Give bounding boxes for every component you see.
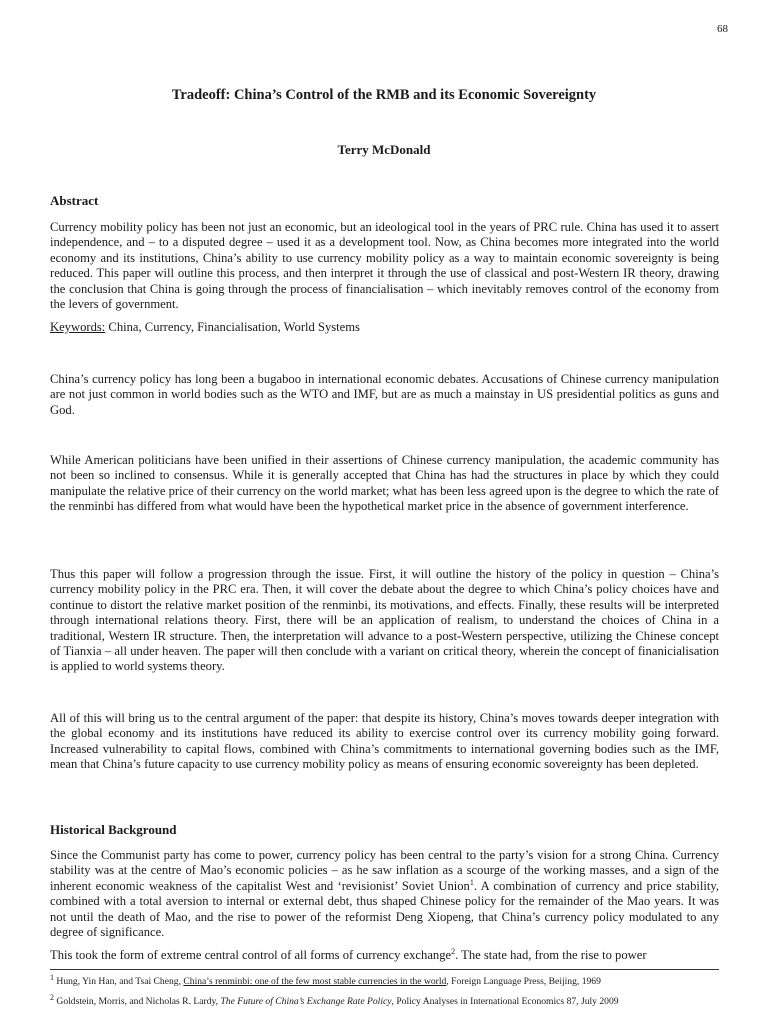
footnote-source-title: China’s renminbi: one of the few most stable currencies in the world [183,976,447,987]
footnote [50,972,719,988]
author-name: Terry McDonald [337,142,431,157]
footnote-text: , Foreign Language Press, Beijing, 1969 [446,976,601,987]
historical-text: . A combination of currency and price stability, combined with a total aversion to internal or external debt, thus shaped Chinese policy for the remainder of the Mao years. It was not until the death of Mao, and the rise to power of the reformist Deng Xiopeng, that China’s currency policy modulated to any degree of significance. [50,878,720,940]
abstract-heading: Abstract [50,193,99,208]
footnote-text: , Policy Analyses in International Economics 87, July 2009 [391,996,619,1007]
footnote-number: 1 [50,972,54,982]
keywords-line [50,320,360,335]
footnote-divider [50,969,719,970]
historical-paragraph [50,948,719,963]
historical-text: . The state had, from the rise to power [455,948,647,962]
page-number: 68 [717,23,728,35]
paper-title: Tradeoff: China’s Control of the RMB and its Economic Sovereignty [171,87,597,103]
keywords-label: Keywords: [50,320,106,334]
historical-text: This took the form of extreme central control of all forms of currency exchange [50,948,452,962]
historical-paragraph [50,848,719,940]
footnote-number: 2 [50,992,54,1002]
footnote [50,992,719,1008]
footnote-text: Hung, Yin Han, and Tsai Cheng, [54,976,184,987]
footnote-source-title: The Future of China’s Exchange Rate Policy [220,996,392,1007]
footnote-ref[interactable]: 2 [451,946,456,956]
body-paragraph: Thus this paper will follow a progression through the issue. First, it will outline the history of the policy in question – China’s currency mobility policy in the PRC era. Then, it will cover the debate about the degree to which China’s policy choices have and continue to distort the relative market position of the renminbi, its motivations, and effects. Finally, these results will be interpreted through international relations theory. First, there will be an application of realism, to understand the choices of China in a traditional, Western IR structure. Then, the interpretation will advance to a post-Western perspective, utilizing the Chinese concept of Tianxia – all under heaven. The paper will then conclude with a variant on critical theory, wherein the concept of finanicialisation is applied to world systems theory. [50,567,719,674]
historical-text: Since the Communist party has come to power, currency policy has been central to the party’s vision for a strong China. Currency stability was at the centre of Mao’s economic policies – as he saw inflation as a scourge of the working masses, and a sign of the inherent economic weakness of the capitalist West and ‘revisionist’ Soviet Union [50,848,719,893]
body-paragraph: While American politicians have been unified in their assertions of Chinese currency manipulation, the academic community has not been so inclined to consensus. While it is generally accepted that China has had the structures in place by which they could manipulate the relative price of their currency on the world market; what has been less agreed upon is the degree to which the rate of the renminbi has differed from what would have been the hypothetical market price in the absence of government interference. [50,453,719,514]
body-paragraph: All of this will bring us to the central argument of the paper: that despite its history, China’s moves towards deeper integration with the global economy and its institutions have reduced its ability to exercise control over its currency mobility going forward. Increased vulnerability to capital flows, combined with China’s commitments to international governing bodies such as the IMF, mean that China’s future capacity to use currency mobility policy as means of ensuring economic sovereignty has been depleted. [50,711,719,772]
footnote-ref[interactable]: 1 [469,877,474,887]
keywords-text: China, Currency, Financialisation, World Systems [105,320,360,334]
body-paragraph: China’s currency policy has long been a bugaboo in international economic debates. Accusations of Chinese currency manipulation are not just common in world bodies such as the WTO and IMF, but are as much a mainstay in US presidential politics as guns and God. [50,372,719,417]
footnote-text: Goldstein, Morris, and Nicholas R. Lardy, [54,996,221,1007]
historical-background-heading: Historical Background [50,822,177,837]
abstract-text: Currency mobility policy has been not just an economic, but an ideological tool in the years of PRC rule. China has used it to assert independence, and – to a disputed degree – used it as a development tool. Now, as China becomes more integrated into the world economy and its institutions, China’s ability to use currency mobility policy as a way to maintain economic sovereignty is being reduced. This paper will outline this process, and then interpret it through the use of classical and post-Western IR theory, drawing the conclusion that China is going through the process of financialisation – which inevitably removes control of the economy from the levers of government. [50,220,719,312]
